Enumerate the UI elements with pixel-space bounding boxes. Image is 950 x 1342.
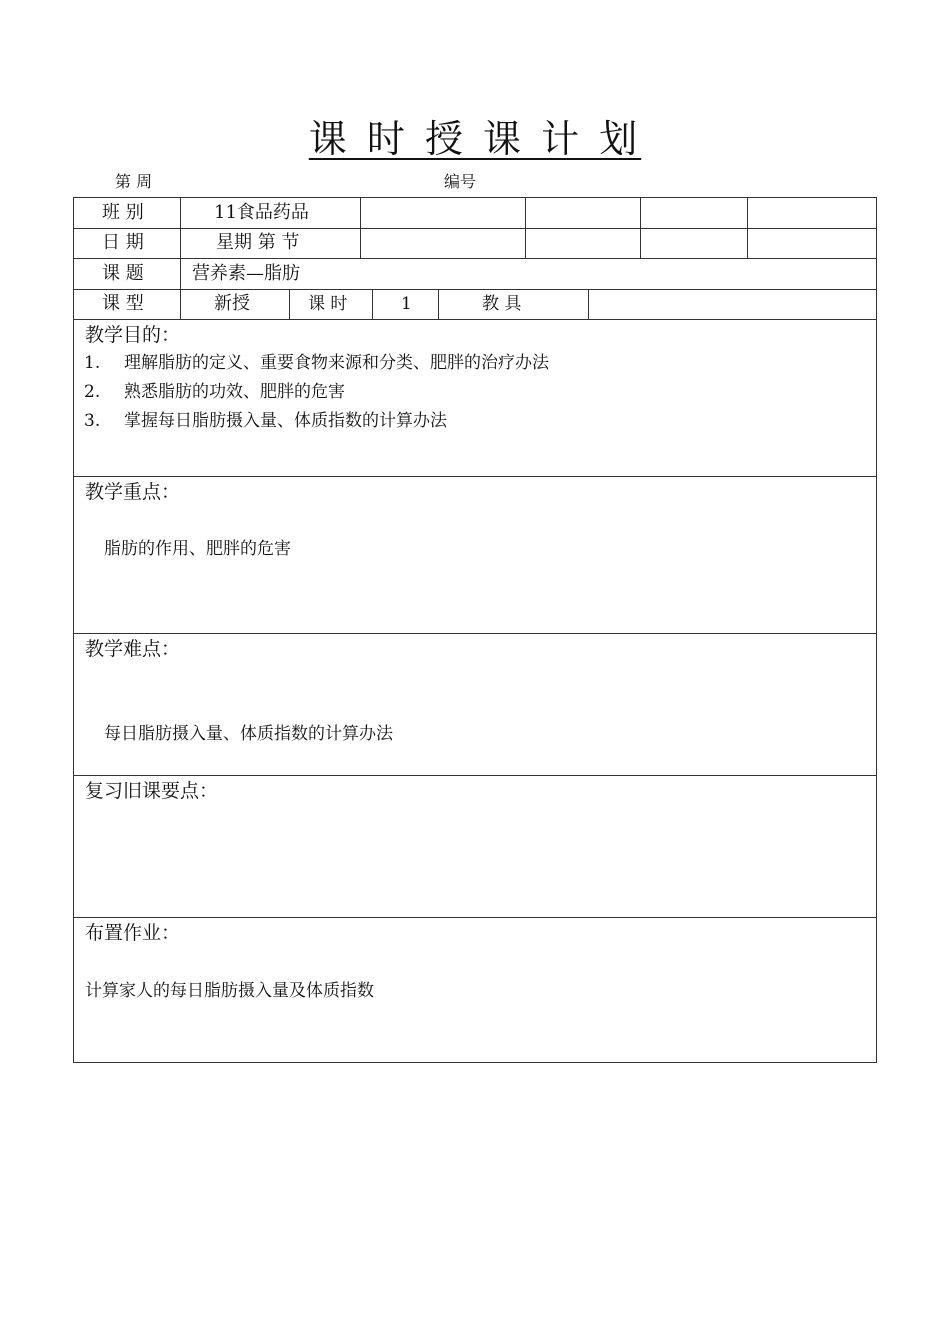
objective-text: 理解脂肪的定义、重要食物来源和分类、肥胖的治疗办法 (124, 353, 549, 373)
page-title-text: 课 时 授 课 计 划 (308, 117, 642, 161)
col-divider (747, 198, 748, 258)
objective-item (84, 381, 345, 403)
col-divider (640, 198, 641, 258)
col-divider (372, 289, 373, 319)
page-title (0, 112, 950, 166)
class-value: 11食品药品 (214, 202, 309, 223)
col-divider (525, 198, 526, 258)
objective-number: 2. (84, 382, 101, 402)
col-divider (438, 289, 439, 319)
difficulties-text: 每日脂肪摄入量、体质指数的计算办法 (104, 724, 393, 744)
number-label: 编号 (444, 172, 477, 191)
objective-text: 熟悉脂肪的功效、肥胖的危害 (124, 382, 345, 402)
tools-label: 教 具 (482, 294, 522, 314)
col-divider (588, 289, 589, 319)
key-points-text: 脂肪的作用、肥胖的危害 (104, 539, 291, 559)
homework-text: 计算家人的每日脂肪摄入量及体质指数 (85, 981, 374, 1001)
section-divider (74, 633, 876, 634)
objective-text: 掌握每日脂肪摄入量、体质指数的计算办法 (124, 411, 447, 431)
hours-label: 课 时 (308, 294, 348, 314)
topic-label: 课 题 (102, 263, 144, 284)
objective-item (84, 352, 549, 374)
homework-heading: 布置作业： (85, 922, 181, 944)
topic-value: 营养素—脂肪 (192, 263, 300, 284)
col-divider (360, 198, 361, 258)
type-label: 课 型 (102, 293, 144, 314)
objectives-heading: 教学目的： (85, 324, 181, 346)
section-divider (74, 775, 876, 776)
review-heading: 复习旧课要点： (85, 780, 219, 802)
row-divider (74, 258, 876, 259)
lesson-plan-table (73, 197, 877, 1063)
objective-item (84, 410, 447, 432)
hours-value: 1 (401, 294, 412, 314)
row-divider (74, 289, 876, 290)
difficulties-heading: 教学难点： (85, 638, 181, 660)
key-points-heading: 教学重点： (85, 481, 181, 503)
row-divider (74, 228, 876, 229)
row-divider (74, 319, 876, 320)
date-label: 日 期 (102, 232, 144, 253)
week-label: 第 周 (115, 172, 153, 191)
date-value: 星期 第 节 (216, 232, 300, 253)
col-divider (180, 198, 181, 319)
class-label: 班 别 (102, 202, 144, 223)
section-divider (74, 476, 876, 477)
section-divider (74, 917, 876, 918)
col-divider (289, 289, 290, 319)
objective-number: 3. (84, 411, 101, 431)
type-value: 新授 (214, 293, 250, 314)
objective-number: 1. (84, 353, 101, 373)
